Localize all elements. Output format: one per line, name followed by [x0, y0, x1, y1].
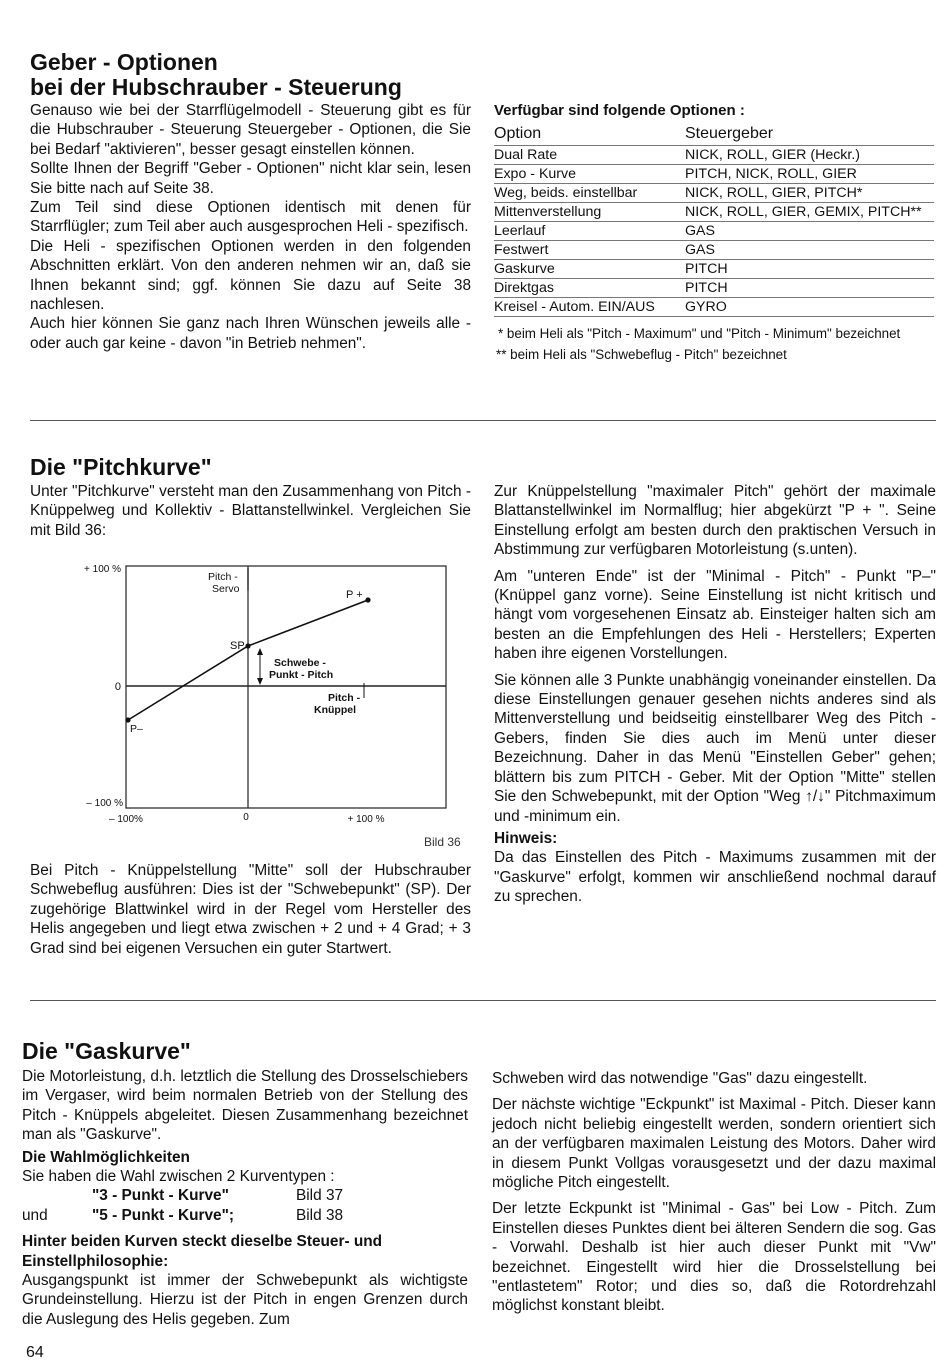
- label-sp: SP: [230, 640, 245, 652]
- options-table-heading: Verfügbar sind folgende Optionen :: [494, 102, 745, 119]
- y-tick-top: + 100 %: [84, 564, 121, 575]
- label-pplus: P +: [346, 589, 363, 601]
- philosophy-title: Hinter beiden Kurven steckt dieselbe Steuer- und Einstellphilosophie:: [22, 1233, 383, 1270]
- table-row: [494, 260, 934, 279]
- table-row: [494, 279, 934, 298]
- page-number: 64: [26, 1344, 44, 1361]
- choice-row-1: [22, 1186, 468, 1205]
- steuergeber-cell: PITCH: [685, 260, 934, 279]
- option-cell: Kreisel - Autom. EIN/AUS: [494, 298, 685, 317]
- label-pitch-servo: Pitch -Servo: [208, 571, 240, 595]
- option-cell: Dual Rate: [494, 146, 685, 165]
- option-cell: Mittenverstellung: [494, 203, 685, 222]
- option-cell: Gaskurve: [494, 260, 685, 279]
- footnote-2: ** beim Heli als "Schwebeflug - Pitch" bezeichnet: [496, 347, 787, 362]
- section-divider: [30, 1000, 936, 1001]
- section2-left-column: [30, 482, 471, 540]
- arrow-down-icon: [257, 678, 263, 685]
- paragraph: Zur Knüppelstellung "maximaler Pitch" gehört der maximale Blattanstellwinkel im Normalflug; hier abgekürzt "P + ". Seine Einstellung erfolgt am besten durch den praktischen Versuch in Abstimmung zur verfügbaren Motorleistung (s.unten).: [494, 483, 936, 559]
- column-header-option: Option: [494, 125, 685, 146]
- hint-title: Hinweis:: [494, 829, 558, 847]
- paragraph: Unter "Pitchkurve" versteht man den Zusammenhang von Pitch - Knüppelweg und Kollektiv - Blattanstellwinkel. Vergleichen Sie mit Bild 36:: [30, 483, 471, 539]
- paragraph: Der nächste wichtige "Eckpunkt" ist Maximal - Pitch. Dieser kann jedoch nicht beliebig eingestellt werden, sondern orientiert sich an der verfügbaren maximalen Leistung des Motors. Daher wird in diesem Punkt Vollgas vorausgesetzt und der dazu maximal mögliche Pitch eingestellt.: [492, 1096, 936, 1192]
- hint-text: Da das Einstellen des Pitch - Maximums zusammen mit der "Gaskurve" erfolgt, kommen wir anschließend nochmal darauf zu sprechen.: [494, 849, 936, 906]
- option-cell: Festwert: [494, 241, 685, 260]
- choices-text: Sie haben die Wahl zwischen 2 Kurventypen :: [22, 1168, 335, 1186]
- table-row: [494, 146, 934, 165]
- choice-row-2: [22, 1206, 468, 1225]
- arrow-up-icon: [257, 648, 263, 655]
- steuergeber-cell: GYRO: [685, 298, 934, 317]
- table-row: [494, 203, 934, 222]
- table-header-row: [494, 125, 934, 146]
- x-tick-left: – 100%: [109, 814, 143, 825]
- section1-title-line1: Geber - Optionen: [30, 49, 218, 75]
- steuergeber-cell: GAS: [685, 222, 934, 241]
- steuergeber-cell: NICK, ROLL, GIER (Heckr.): [685, 146, 934, 165]
- table-row: [494, 222, 934, 241]
- section3-title: Die "Gaskurve": [22, 1038, 191, 1064]
- footnote-1: * beim Heli als "Pitch - Maximum" und "Pitch - Minimum" bezeichnet: [498, 326, 901, 341]
- section3-left-column: [22, 1067, 468, 1329]
- section2-right-column: [494, 482, 936, 907]
- section3-right-column: [492, 1069, 936, 1316]
- paragraph: Sie können alle 3 Punkte unabhängig voneinander einstellen. Da diese Einstellungen genauer gesehen nichts anderes sind als Mittenverstellung und beidseitig einstellbarer Weg des Pitch - Gebers, finden Sie dies auch im Menü unter dieser Bezeichnung. Daher in das Menü "Einstellen Geber" gehen; blättern bis zum PITCH - Geber. Mit der Option "Mitte" stellen Sie den Schwebepunkt, mit der Option "Weg ↑/↓" Pitchmaximum und -minimum ein.: [494, 671, 936, 825]
- section2-left-bottom: [30, 861, 471, 958]
- label-pitch-knueppel: Pitch -Knüppel: [314, 692, 361, 716]
- label-schwebe-punkt-pitch: Schwebe -Punkt - Pitch: [269, 657, 334, 681]
- paragraph: Die Motorleistung, d.h. letztlich die Stellung des Drosselschiebers im Vergaser, wird beim normalen Betrieb von der Stellung des Pitch - Knüppels abgeleitet. Diesen Zusammenhang bezeichnet man als "Gaskurve".: [22, 1068, 468, 1144]
- steuergeber-cell: GAS: [685, 241, 934, 260]
- point-sp: [245, 643, 250, 648]
- choice2-name: "5 - Punkt - Kurve";: [92, 1206, 235, 1224]
- options-table-block: [494, 102, 934, 363]
- point-pplus: [365, 597, 370, 602]
- paragraph: Der letzte Eckpunkt ist "Minimal - Gas" bei Low - Pitch. Zum Einstellen dieses Punktes dient bei älteren Sendern die sog. Gas - Vorwahl. Deshalb ist hier auch dieser Punkt mit "Vw" bezeichnet. Eingestellt wird hier die Drosselstellung bei "entlastetem" Rotor; und dies so, daß die Rotordrehzahl möglichst konstant bleibt.: [492, 1200, 936, 1315]
- option-cell: Leerlauf: [494, 222, 685, 241]
- paragraph: Am "unteren Ende" ist der "Minimal - Pitch" - Punkt "P–" (Knüppel ganz vorne). Seine Einstellung ist nicht kritisch und hängt vom vorgesehenen Einsatz ab. Einsteiger halten sich am besten an die Empfehlungen des Heli - Herstellers; Experten haben ihre eigenen Vorstellungen.: [494, 567, 936, 663]
- steuergeber-cell: PITCH: [685, 279, 934, 298]
- x-tick-right: + 100 %: [347, 814, 385, 825]
- choice2-figure: Bild 38: [296, 1206, 344, 1224]
- y-tick-zero: 0: [114, 681, 121, 693]
- paragraph: Die Heli - spezifischen Optionen werden in den folgenden Abschnitten erklärt. Von den anderen nehmen wir an, daß sie Ihnen bekannt sind; ggf. können Sie dazu auf Seite 38 nachlesen.: [30, 237, 471, 314]
- point-pminus: [125, 717, 130, 722]
- table-row: [494, 184, 934, 203]
- section1-title-line2: bei der Hubschrauber - Steuerung: [30, 74, 402, 100]
- option-cell: Weg, beids. einstellbar: [494, 184, 685, 203]
- choices-title: Die Wahlmöglichkeiten: [22, 1148, 190, 1166]
- table-row: [494, 165, 934, 184]
- x-tick-zero: 0: [243, 812, 249, 823]
- paragraph: Zum Teil sind diese Optionen identisch mit denen für Starrflügler; zum Teil aber auch ausgesprochen Heli - spezifisch.: [30, 199, 471, 236]
- steuergeber-cell: PITCH, NICK, ROLL, GIER: [685, 165, 934, 184]
- figure-frame: [126, 566, 446, 808]
- column-header-steuergeber: Steuergeber: [685, 125, 934, 146]
- options-table: [494, 125, 934, 317]
- section1-title: [30, 50, 402, 100]
- choice1-name: "3 - Punkt - Kurve": [92, 1187, 229, 1205]
- y-tick-bottom: – 100 %: [86, 798, 123, 809]
- paragraph: Bei Pitch - Knüppelstellung "Mitte" soll der Hubschrauber Schwebeflug ausführen: Dies ist der "Schwebepunkt" (SP). Der zugehörige Blattwinkel wird in der Regel vom Hersteller des Helis angegeben und liegt etwa zwischen + 2 und + 4 Grad; + 3 Grad sind bei eigenen Versuchen ein guter Startwert.: [30, 862, 471, 957]
- options-table-body: [494, 146, 934, 317]
- section2-title: Die "Pitchkurve": [30, 454, 212, 480]
- label-pminus: P–: [130, 723, 143, 735]
- pitch-curve-figure: [74, 556, 474, 828]
- paragraph: Sollte Ihnen der Begriff "Geber - Optionen" nicht klar sein, lesen Sie bitte nach auf Seite 38.: [30, 160, 471, 197]
- philosophy-text: Ausgangspunkt ist immer der Schwebepunkt als wichtigste Grundeinstellung. Hierzu ist der Pitch in engen Grenzen durch die Auslegung des Helis gegeben. Zum: [22, 1272, 468, 1328]
- option-cell: Direktgas: [494, 279, 685, 298]
- choice1-figure: Bild 37: [296, 1187, 344, 1205]
- option-cell: Expo - Kurve: [494, 165, 685, 184]
- table-row: [494, 241, 934, 260]
- paragraph: Genauso wie bei der Starrflügelmodell - Steuerung gibt es für die Hubschrauber - Steuerung Steuergeber - Optionen, die Sie bei Bedarf "aktivieren", besser gesagt einstellen können.: [30, 102, 471, 158]
- steuergeber-cell: NICK, ROLL, GIER, PITCH*: [685, 184, 934, 203]
- paragraph: Auch hier können Sie ganz nach Ihren Wünschen jeweils alle - oder auch gar keine - davon "in Betrieb nehmen".: [30, 315, 471, 352]
- section-divider: [30, 420, 936, 421]
- table-row: [494, 298, 934, 317]
- steuergeber-cell: NICK, ROLL, GIER, GEMIX, PITCH**: [685, 203, 934, 222]
- section1-left-column: [30, 101, 471, 353]
- paragraph: Schweben wird das notwendige "Gas" dazu eingestellt.: [492, 1070, 868, 1087]
- choice2-prefix: und: [22, 1206, 48, 1224]
- figure-caption: Bild 36: [424, 835, 461, 849]
